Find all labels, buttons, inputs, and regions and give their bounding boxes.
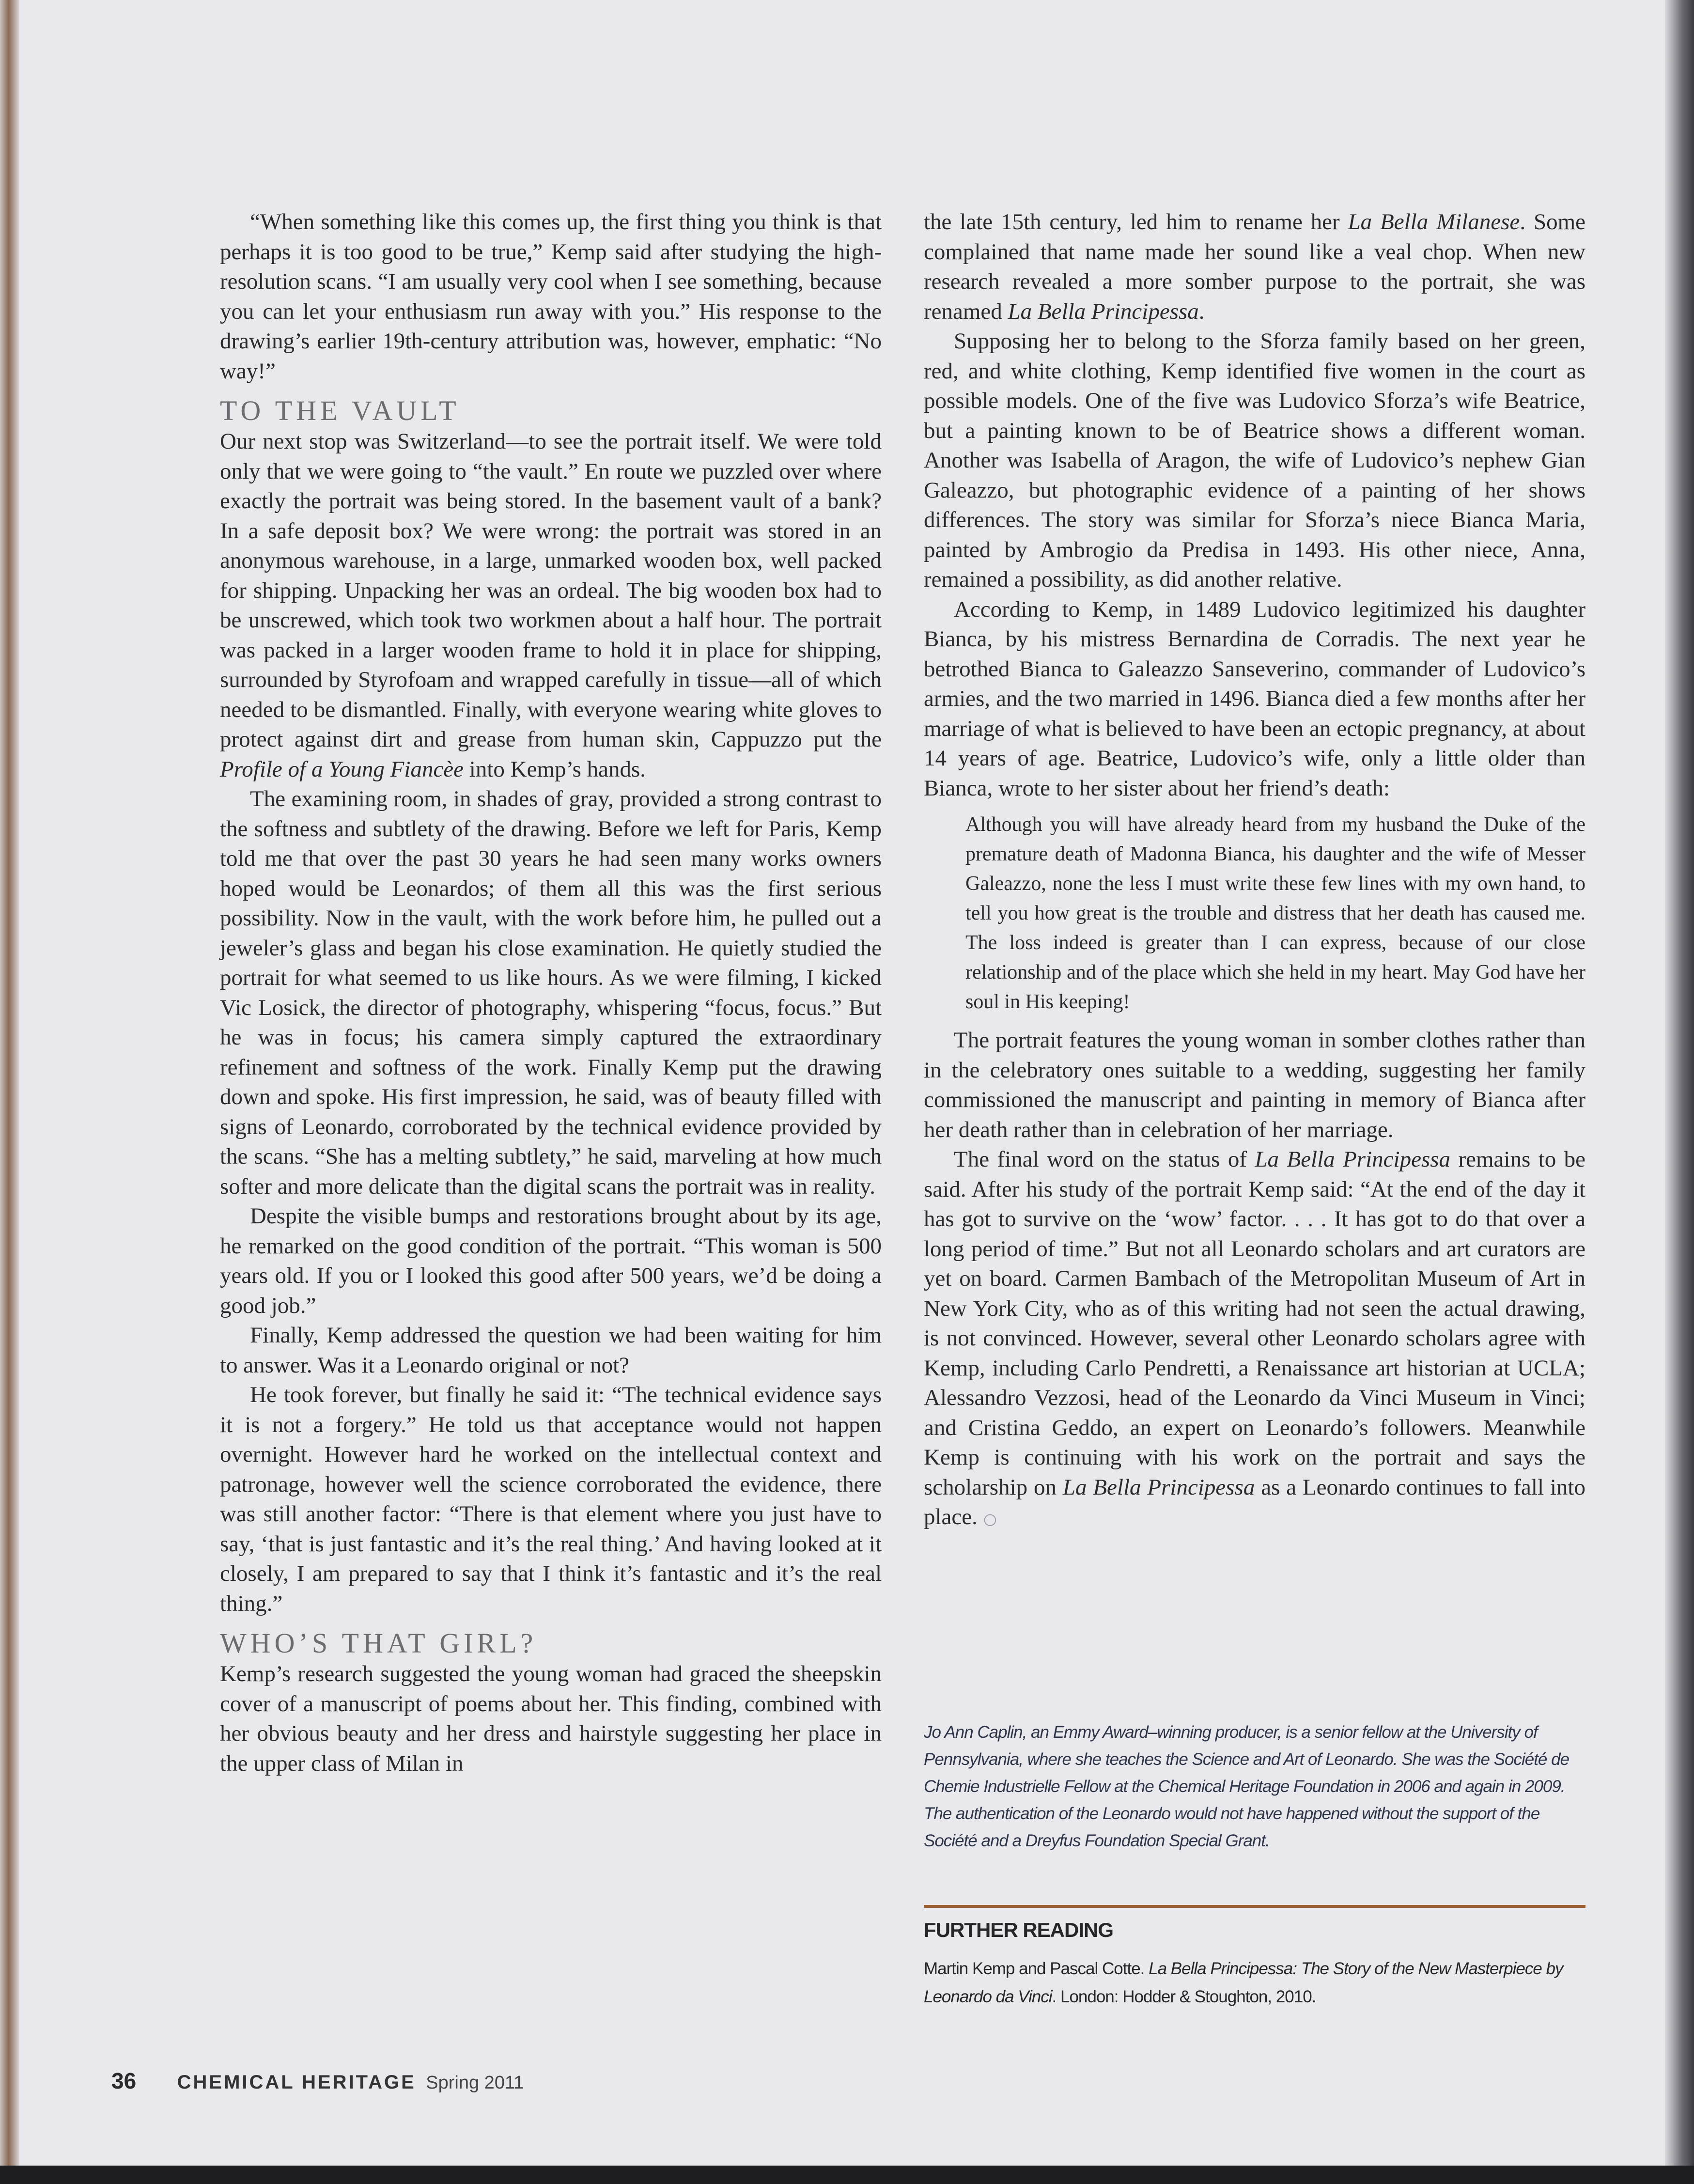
citation-book-title: La Bella Principessa: The Story of the New Masterpiece by Leonardo da Vinci (924, 1959, 1563, 2006)
citation-publisher: . London: Hodder & Stoughton, 2010. (1052, 1987, 1316, 2006)
scan-left-edge (0, 0, 19, 2166)
italic-title: La Bella Principessa (1062, 1474, 1255, 1500)
italic-title: La Bella Milanese (1348, 209, 1520, 234)
paragraph (220, 1380, 882, 1619)
text-run: Despite the visible bumps and restorations brought about by its age, he remarked on the good condition of the portrait. “This woman is 500 years old. If you or I looked this good after 500 years, we’d be doing a good job.” (220, 1203, 882, 1318)
page-number: 36 (111, 2068, 137, 2093)
paragraph (924, 595, 1585, 804)
paragraph (220, 207, 882, 386)
paragraph (924, 1026, 1585, 1145)
further-reading-heading: FURTHER READING (924, 1919, 1113, 1941)
paragraph (924, 207, 1585, 327)
paragraph (924, 1145, 1585, 1534)
author-bio: Jo Ann Caplin, an Emmy Award–winning producer, is a senior fellow at the University of Pennsylvania, where she teaches the Science and Art of Leonardo. She was the Société de Chemie Industrielle Fellow at the Chemical Heritage Foundation in 2006 and again in 2009. The authentication of the Leonardo would not have happened without the support of the Société and a Dreyfus Foundation Special Grant. (924, 1723, 1570, 1850)
paragraph (924, 327, 1585, 595)
left-column (220, 207, 882, 1778)
section-heading: WHO’S THAT GIRL? (220, 1627, 537, 1659)
italic-title: La Bella Principessa (1255, 1147, 1451, 1172)
text-run: The portrait features the young woman in somber clothes rather than in the celebratory ones suitable to a wedding, suggesting her family commissioned the manuscript and painting in memory of Bianca after her death rather than in celebration of her marriage. (924, 1028, 1585, 1142)
issue-date: Spring 2011 (426, 2073, 524, 2093)
section-heading: TO THE VAULT (220, 395, 460, 426)
text-run: Although you will have already heard from my husband the Duke of the premature death of Madonna Bianca, his daughter and the wife of Messer Galeazzo, none the less I must write these few lines with my own hand, to tell you how great is the trouble and distress that her death has caused me. The loss indeed is greater than I can express, because of our close relationship and of the place which she held in my heart. May God have her soul in His keeping! (965, 813, 1585, 1013)
text-run: Our next stop was Switzerland—to see the portrait itself. We were told only that we were going to “the vault.” En route we puzzled over where exactly the portrait was being stored. In the basement vault of a bank? In a safe deposit box? We were wrong: the portrait was stored in an anonymous warehouse, in a large, unmarked wooden box, well packed for shipping. Unpacking her was an ordeal. The big wooden box had to be unscrewed, which took two workmen about a half hour. The portrait was packed in a larger wooden frame to hold it in place for shipping, surrounded by Styrofoam and wrapped carefully in tissue—all of which needed to be dismantled. Finally, with everyone wearing white gloves to protect against dirt and grease from human skin, Cappuzzo put the (220, 429, 882, 752)
magazine-name: CHEMICAL HERITAGE (177, 2072, 416, 2093)
paragraph (220, 1201, 882, 1321)
paragraph (220, 1659, 882, 1778)
paragraph (220, 1321, 882, 1380)
end-mark-icon: ○ (983, 1510, 997, 1528)
scan-right-edge (1665, 0, 1694, 2166)
text-run: . (1198, 298, 1205, 324)
citation-authors: Martin Kemp and Pascal Cotte. (924, 1959, 1149, 1978)
text-run: . Some complained that name made her sound like a veal chop. When new research revealed a more somber purpose to the portrait, she was renamed (924, 209, 1586, 324)
italic-title: Profile of a Young Fiancèe (220, 756, 464, 782)
text-run: The examining room, in shades of gray, provided a strong contrast to the softness and subtlety of the drawing. Before we left for Paris, Kemp told me that over the past 30 years he had seen many works owners hoped would be Leonardos; of them all this was the first serious possibility. Now in the vault, with the work before him, he pulled out a jeweler’s glass and began his close examination. He quietly studied the portrait for what seemed to us like hours. As we were filming, I kicked Vic Losick, the director of photography, whispering “focus, focus.” But he was in focus; his camera simply captured the extraordinary refinement and softness of the work. Finally Kemp put the drawing down and spoke. His first impression, he said, was of beauty filled with signs of Leonardo, corroborated by the technical evidence provided by the scans. “She has a melting subtlety,” he said, marveling at how much softer and more delicate than the digital scans the portrait was in reality. (220, 786, 882, 1199)
block-quote (965, 810, 1585, 1017)
text-run: “When something like this comes up, the first thing you think is that perhaps it is too good to be true,” Kemp said after studying the high-resolution scans. “I am usually very cool when I see something, because you can let your enthusiasm run away with you.” His response to the drawing’s earlier 19th-century attribution was, however, emphatic: “No way!” (220, 209, 882, 384)
scan-bottom-edge (0, 2166, 1694, 2184)
text-run: He took forever, but finally he said it: “The technical evidence says it is not a forgery.” He told us that acceptance would not happen overnight. However hard he worked on the intellectual context and patronage, however well the science corroborated the evidence, there was still another factor: “There is that element where you just have to say, ‘that is just fantastic and it’s the real thing.’ And having looked at it closely, I am prepared to say that I think it’s fantastic and it’s the real thing.” (220, 1382, 882, 1616)
text-run: The final word on the status of (954, 1147, 1255, 1172)
page-footer (111, 2068, 524, 2094)
text-run: as a Leonardo continues to fall into place. (924, 1474, 1585, 1529)
text-run: According to Kemp, in 1489 Ludovico legitimized his daughter Bianca, by his mistress Bernardina de Corradis. The next year he betrothed Bianca to Galeazzo Sanseverino, commander of Ludovico’s armies, and the two married in 1496. Bianca died a few months after her marriage of what is believed to have been an ectopic pregnancy, at about 14 years of age. Beatrice, Ludovico’s wife, only a little older than Bianca, wrote to her sister about her friend’s death: (924, 596, 1585, 801)
text-run: remains to be said. After his study of the portrait Kemp said: “At the end of the day it has got to survive on the ‘wow’ factor. . . . It has got to do that over a long period of time.” But not all Leonardo scholars and art curators are yet on board. Carmen Bambach of the Metropolitan Museum of Art in New York City, who as of this writing had not seen the actual drawing, is not convinced. However, several other Leonardo scholars agree with Kemp, including Carlo Pendretti, a Renaissance art historian at UCLA; Alessandro Vezzosi, head of the Leonardo da Vinci Museum in Vinci; and Cristina Geddo, an expert on Leonardo’s followers. Meanwhile Kemp is continuing with his work on the portrait and says the scholarship on (924, 1147, 1586, 1500)
text-run: into Kemp’s hands. (464, 756, 646, 782)
text-run: Kemp’s research suggested the young woman had graced the sheepskin cover of a manuscript of poems about her. This finding, combined with her obvious beauty and her dress and hairstyle suggesting her place in the upper class of Milan in (220, 1661, 882, 1776)
text-run: Supposing her to belong to the Sforza family based on her green, red, and white clothing, Kemp identified five women in the court as possible models. One of the five was Ludovico Sforza’s wife Beatrice, but a painting known to be of Beatrice shows a different woman. Another was Isabella of Aragon, the wife of Ludovico’s nephew Gian Galeazzo, but photographic evidence of a painting of her shows differences. The story was similar for Sforza’s niece Bianca Maria, painted by Ambrogio da Predisa in 1493. His other niece, Anna, remained a possibility, as did another relative. (924, 328, 1585, 592)
italic-title: La Bella Principessa (1008, 298, 1199, 324)
further-reading-citation (924, 1955, 1592, 2011)
right-column (924, 207, 1585, 1534)
paragraph (220, 427, 882, 784)
section-divider (924, 1905, 1585, 1908)
text-run: the late 15th century, led him to rename her (924, 209, 1348, 234)
paragraph (220, 784, 882, 1201)
text-run: Finally, Kemp addressed the question we had been waiting for him to answer. Was it a Leonardo original or not? (220, 1323, 882, 1378)
